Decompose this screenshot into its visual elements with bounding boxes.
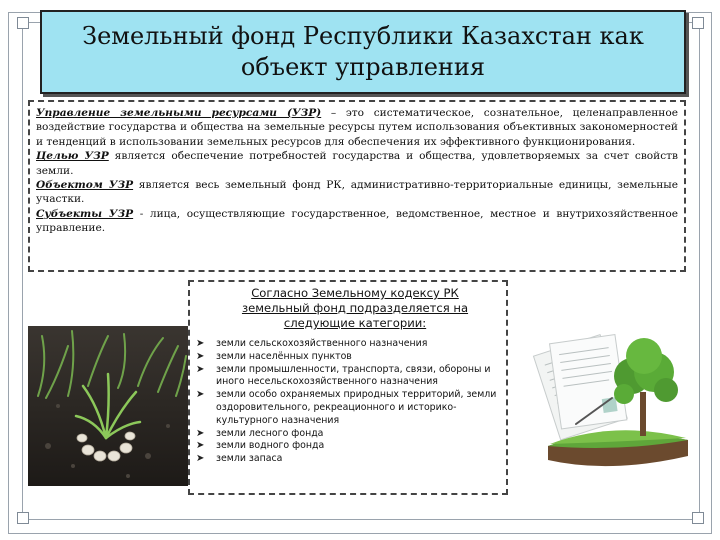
list-item: [194, 338, 504, 351]
list-item-text: земли лесного фонда: [216, 427, 324, 439]
list-item-text: земли сельскохозяйственного назначения: [216, 338, 428, 349]
slide-title: [40, 10, 686, 94]
definition-text: – это систематическое, сознательное, целенаправленное воздействие государства и общества на земельные ресурсы путем использования объективных закономерностей и тенденций в использовании земельных ресурсов для обеспечения их эффективного функционирования.: [36, 107, 678, 148]
arrow-bullet-icon: ➤: [196, 363, 205, 375]
definition-text: является весь земельный фонд РК, административно-территориальные единицы, земельные участки.: [36, 179, 679, 206]
corner-bottom-right: [692, 512, 704, 524]
list-item: [194, 389, 504, 427]
corner-bottom-left: [17, 512, 29, 524]
list-item-text: земли водного фонда: [216, 440, 325, 452]
list-item-text: земли запаса: [216, 453, 283, 465]
arrow-bullet-icon: ➤: [196, 389, 205, 401]
seedling-photo: [28, 326, 188, 486]
list-item: [194, 428, 504, 441]
list-item: [194, 453, 504, 466]
definition-paragraph: [36, 178, 678, 207]
categories-box: [188, 280, 508, 495]
corner-top-left: [17, 17, 29, 29]
categories-heading: Согласно Земельному кодексу РК земельный фонд подразделяется на следующие категории:: [241, 286, 469, 330]
definition-term: Субъекты УЗР: [36, 207, 134, 220]
list-item-text: земли населённых пунктов: [216, 350, 352, 362]
arrow-bullet-icon: ➤: [196, 440, 205, 452]
list-item: [194, 364, 504, 390]
list-item: [194, 351, 504, 364]
definition-paragraph: [36, 149, 678, 178]
definition-term: Целью УЗР: [36, 150, 109, 163]
definition-paragraph: [36, 106, 678, 149]
tree-on-land-with-documents: [520, 328, 692, 478]
definition-term: Объектом УЗР: [36, 179, 134, 192]
list-item-text: земли промышленности, транспорта, связи, обороны и иного несельскохозяйственного назначения: [216, 363, 491, 388]
list-item: [194, 440, 504, 453]
categories-list: [194, 338, 504, 466]
arrow-bullet-icon: ➤: [196, 350, 205, 362]
corner-top-right: [692, 17, 704, 29]
definition-text: - лица, осуществляющие государственное, ведомственное, местное и внутрихозяйственное управление.: [36, 207, 678, 235]
definition-text: является обеспечение потребностей государства и общества, удовлетворяемых за счет свойств земли.: [36, 150, 678, 177]
arrow-bullet-icon: ➤: [196, 338, 205, 349]
arrow-bullet-icon: ➤: [196, 427, 205, 439]
definition-paragraph: [36, 207, 678, 236]
title-line-2: объект управления: [240, 53, 486, 81]
list-item-text: земли особо охраняемых природных территорий, земли оздоровительного, рекреационного и историко-культурного назначения: [216, 389, 497, 426]
arrow-bullet-icon: ➤: [196, 453, 205, 465]
definitions-box: [28, 100, 686, 272]
definition-term: Управление земельными ресурсами (УЗР): [36, 107, 322, 119]
title-line-1: Земельный фонд Республики Казахстан как: [82, 22, 644, 50]
